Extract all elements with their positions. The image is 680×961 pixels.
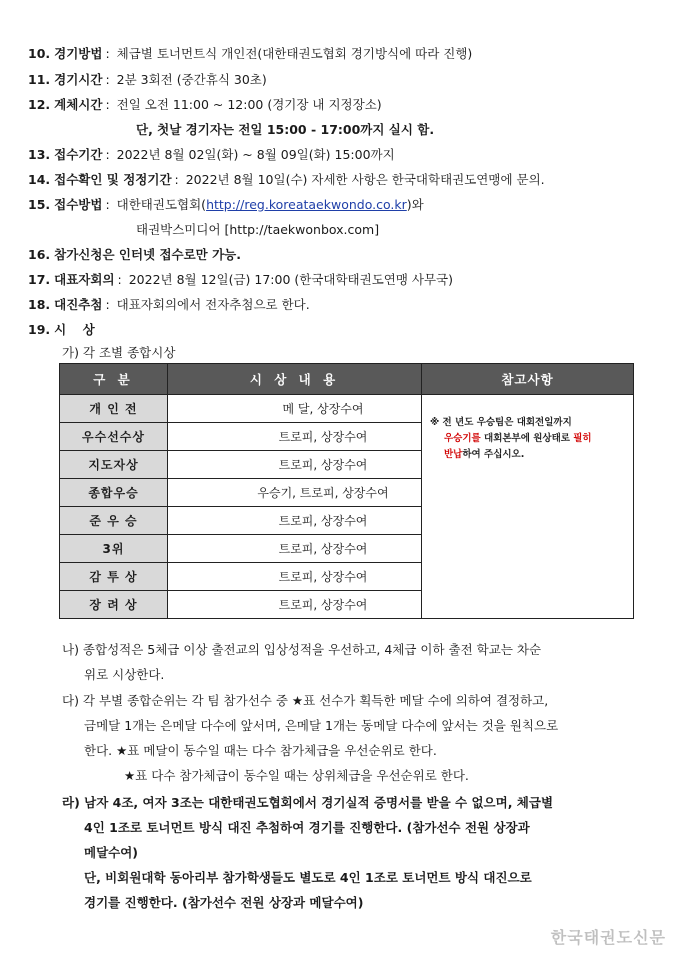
item-14: 14. 접수확인 및 정정기간 : 2022년 8월 10일(수) 자세한 사항은 한국대학태권도연맹에 문의. (28, 172, 545, 187)
award-table (59, 363, 634, 619)
paragraph-ra-3: 메달수여) (84, 845, 139, 860)
item-15: 15. 접수방법 : 대한태권도협회(http://reg.koreataekwondo.co.kr)와 (28, 197, 424, 212)
item-15-line2: 태권박스미디어 [http://taekwonbox.com] (136, 222, 380, 237)
award-table-header (60, 364, 634, 395)
header-category: 구 분 (60, 364, 168, 395)
item-10: 10. 경기방법 : 체급별 토너먼트식 개인전(대한태권도협회 경기방식에 따라 진행) (28, 46, 473, 61)
item-13: 13. 접수기간 : 2022년 8월 02일(화) ~ 8월 09일(화) 15:00까지 (28, 147, 395, 162)
row-category: 3위 (60, 535, 168, 563)
paragraph-ra-5: 경기를 진행한다. (참가선수 전원 상장과 메달수여) (84, 895, 364, 910)
reg-link[interactable]: http://reg.koreataekwondo.co.kr (206, 197, 407, 212)
item-16: 16. 참가신청은 인터넷 접수로만 가능. (28, 247, 241, 262)
paragraph-na-2: 위로 시상한다. (84, 667, 165, 682)
item-12: 12. 계체시간 : 전일 오전 11:00 ~ 12:00 (경기장 내 지정장소) (28, 97, 382, 112)
paragraph-da-2: 금메달 1개는 은메달 다수에 앞서며, 은메달 1개는 동메달 다수에 앞서는 것을 원칙으로 (84, 718, 559, 733)
row-content: 트로피, 상장수여 (168, 451, 422, 479)
row-category: 우수선수상 (60, 423, 168, 451)
paragraph-ra-1: 라) 남자 4조, 여자 3조는 대한태권도협회에서 경기실적 증명서를 받을 수 없으며, 체급별 (62, 795, 554, 810)
row-content: 트로피, 상장수여 (168, 535, 422, 563)
item-19: 19. 시 상 (28, 322, 101, 337)
row-content: 메 달, 상장수여 (168, 395, 422, 423)
row-category: 준 우 승 (60, 507, 168, 535)
row-category: 개 인 전 (60, 395, 168, 423)
row-category: 종합우승 (60, 479, 168, 507)
paragraph-da-3: 한다. ★표 메달이 동수일 때는 다수 참가체급을 우선순위로 한다. (84, 743, 437, 758)
award-subheading: 가) 각 조별 종합시상 (62, 345, 176, 360)
item-17: 17. 대표자회의 : 2022년 8월 12일(금) 17:00 (한국대학태권도연맹 사무국) (28, 272, 454, 287)
row-content: 트로피, 상장수여 (168, 563, 422, 591)
header-content: 시 상 내 용 (168, 364, 422, 395)
paragraph-ra-4: 단, 비회원대학 동아리부 참가학생들도 별도로 4인 1조로 토너먼트 방식 대진으로 (84, 870, 532, 885)
row-content: 트로피, 상장수여 (168, 507, 422, 535)
row-content: 트로피, 상장수여 (168, 591, 422, 619)
watermark-logo: 한국태권도신문 (550, 928, 666, 947)
table-row (60, 395, 634, 423)
item-11: 11. 경기시간 : 2분 3회전 (중간휴식 30초) (28, 72, 267, 87)
paragraph-da-1: 다) 각 부별 종합순위는 각 팀 참가선수 중 ★표 선수가 획득한 메달 수에 의하여 결정하고, (62, 693, 549, 708)
award-note: ※ 전 년도 우승팀은 대회전일까지 우승기를 대회본부에 원상태로 필히 반납하여 주십시오. (422, 395, 634, 619)
paragraph-ra-2: 4인 1조로 토너먼트 방식 대진 추첨하여 경기를 진행한다. (참가선수 전원 상장과 (84, 820, 530, 835)
item-18: 18. 대진추첨 : 대표자회의에서 전자추첨으로 한다. (28, 297, 310, 312)
row-category: 지도자상 (60, 451, 168, 479)
row-content: 트로피, 상장수여 (168, 423, 422, 451)
header-note: 참고사항 (422, 364, 634, 395)
item-12-note: 단, 첫날 경기자는 전일 15:00 - 17:00까지 실시 함. (136, 122, 435, 137)
paragraph-na-1: 나) 종합성적은 5체급 이상 출전교의 입상성적을 우선하고, 4체급 이하 출전 학교는 차순 (62, 642, 542, 657)
row-category: 감 투 상 (60, 563, 168, 591)
row-content: 우승기, 트로피, 상장수여 (168, 479, 422, 507)
paragraph-da-4: ★표 다수 참가체급이 동수일 때는 상위체급을 우선순위로 한다. (124, 768, 469, 783)
row-category: 장 려 상 (60, 591, 168, 619)
